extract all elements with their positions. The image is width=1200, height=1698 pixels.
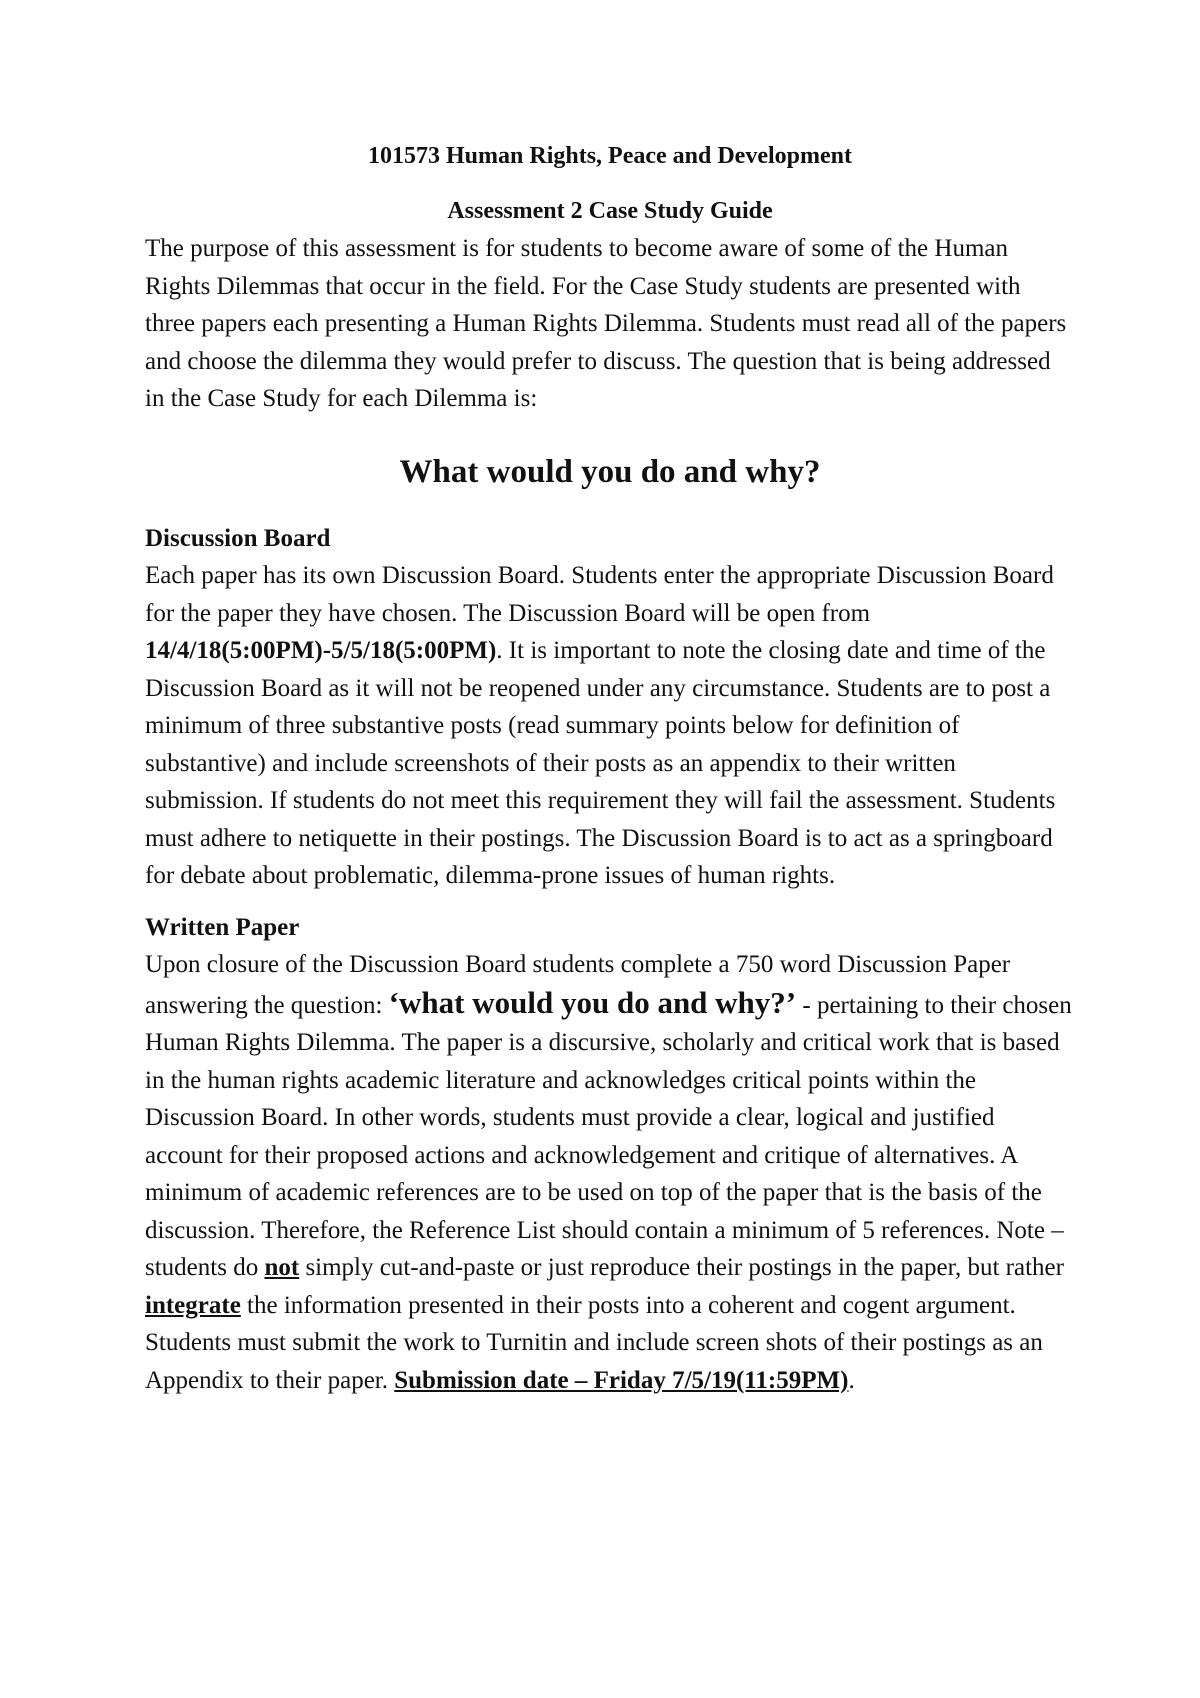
written-paper-text-4: the information presented in their posts into a coherent and cogent argument. Students must submit the work to Turnitin and include screen shots of their postings as an Appendix to their paper. xyxy=(145,1291,1043,1394)
document-title: 101573 Human Rights, Peace and Development xyxy=(368,143,852,169)
written-paper-text-3: simply cut-and-paste or just reproduce their postings in the paper, but rather xyxy=(299,1254,1064,1281)
end-period: . xyxy=(848,1366,855,1394)
inline-question: ‘what would you do and why?’ xyxy=(388,984,797,1020)
emphasis-integrate: integrate xyxy=(145,1291,241,1319)
intro-paragraph: The purpose of this assessment is for students to become aware of some of the Human Rights Dilemmas that occur in the field. For the Case Study students are presented with three papers each presenting a Human Rights Dilemma. Students must read all of the papers and choose the dilemma they would prefer to discuss. The question that is being addressed in the Case Study for each Dilemma is: xyxy=(145,235,1067,412)
emphasis-not: not xyxy=(264,1254,300,1281)
written-paper-text-2: - pertaining to their chosen Human Rights Dilemma. The paper is a discursive, scholarly and critical work that is based in the human rights academic literature and acknowledges critical points within the Discussion Board. In other words, students must provide a clear, logical and justified account for their proposed actions and acknowledgement and critique of alternatives. A minimum of academic references are to be used on top of the paper that is the basis of the discussion. Therefore, the Reference List should contain a minimum of 5 references. Note – students do xyxy=(145,991,1072,1281)
question-heading: What would you do and why? xyxy=(399,453,821,490)
written-paper-text-1: Upon closure of the Discussion Board students complete a 750 word Discussion Paper answering the question: xyxy=(145,951,1011,1019)
discussion-board-dates: 14/4/18(5:00PM)-5/5/18(5:00PM) xyxy=(145,637,497,664)
document-subtitle: Assessment 2 Case Study Guide xyxy=(447,198,773,224)
submission-date: Submission date – Friday 7/5/19(11:59PM) xyxy=(394,1366,849,1394)
document-body xyxy=(145,138,1075,1399)
written-paper-paragraph xyxy=(145,946,1075,1399)
discussion-board-heading: Discussion Board xyxy=(145,524,331,552)
discussion-board-text-1: Each paper has its own Discussion Board. Students enter the appropriate Discussion Board for the paper they have chosen. The Discussion Board will be open from xyxy=(145,562,1054,627)
written-paper-heading: Written Paper xyxy=(145,913,300,941)
discussion-board-text-2: . It is important to note the closing date and time of the Discussion Board as it will not be reopened under any circumstance. Students are to post a minimum of three substantive posts (read summary points below for definition of substantive) and include screenshots of their posts as an appendix to their written submission. If students do not meet this requirement they will fail the assessment. Students must adhere to netiquette in their postings. The Discussion Board is to act as a springboard for debate about problematic, dilemma-prone issues of human rights. xyxy=(145,637,1056,889)
discussion-board-paragraph xyxy=(145,557,1075,895)
